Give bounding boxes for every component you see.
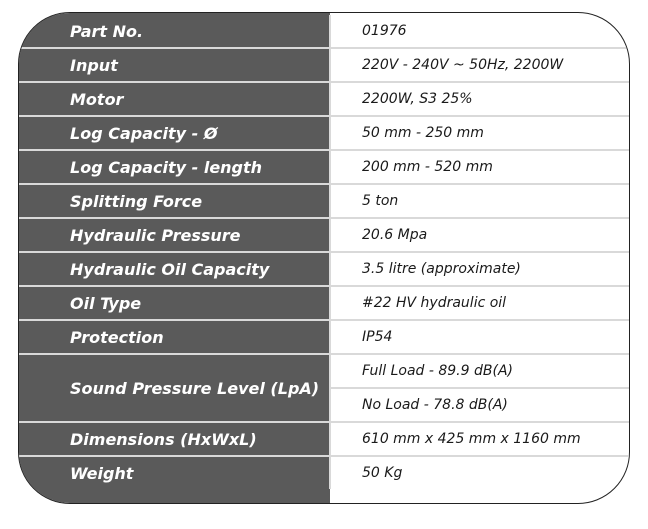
- spec-value: 3.5 litre (approximate): [330, 252, 629, 286]
- spec-row-hydraulic-pressure: [19, 218, 629, 252]
- spec-row-log-diameter: [19, 116, 629, 150]
- spec-label: Hydraulic Pressure: [19, 218, 330, 252]
- spec-value: 220V - 240V ~ 50Hz, 2200W: [330, 48, 629, 82]
- spec-value: 50 mm - 250 mm: [330, 116, 629, 150]
- spec-row-input: [19, 48, 629, 82]
- spec-value: 01976: [330, 15, 629, 48]
- spec-label: Motor: [19, 82, 330, 116]
- spec-label: Weight: [19, 456, 330, 489]
- spec-row-sound-full-load: [19, 354, 629, 388]
- spec-value: Full Load - 89.9 dB(A): [330, 354, 629, 388]
- spec-value: 610 mm x 425 mm x 1160 mm: [330, 422, 629, 456]
- spec-label: Log Capacity - length: [19, 150, 330, 184]
- spec-value: No Load - 78.8 dB(A): [330, 388, 629, 422]
- spec-value: 5 ton: [330, 184, 629, 218]
- spec-label: Sound Pressure Level (LpA): [19, 354, 330, 422]
- spec-row-weight: [19, 456, 629, 489]
- spec-row-oil-capacity: [19, 252, 629, 286]
- spec-table-frame: [18, 12, 630, 504]
- spec-label: Part No.: [19, 15, 330, 48]
- spec-row-splitting-force: [19, 184, 629, 218]
- spec-label: Log Capacity - Ø: [19, 116, 330, 150]
- spec-label: Input: [19, 48, 330, 82]
- spec-value: IP54: [330, 320, 629, 354]
- specifications-table: [19, 15, 629, 489]
- spec-label: Splitting Force: [19, 184, 330, 218]
- spec-row-oil-type: [19, 286, 629, 320]
- spec-label: Dimensions (HxWxL): [19, 422, 330, 456]
- spec-value: 200 mm - 520 mm: [330, 150, 629, 184]
- spec-value: 2200W, S3 25%: [330, 82, 629, 116]
- spec-label: Oil Type: [19, 286, 330, 320]
- spec-label: Hydraulic Oil Capacity: [19, 252, 330, 286]
- spec-value: 50 Kg: [362, 465, 403, 481]
- spec-row-protection: [19, 320, 629, 354]
- spec-row-dimensions: [19, 422, 629, 456]
- spec-label: Protection: [19, 320, 330, 354]
- spec-row-part-no: [19, 15, 629, 48]
- spec-value: #22 HV hydraulic oil: [330, 286, 629, 320]
- spec-row-log-length: [19, 150, 629, 184]
- spec-value: 20.6 Mpa: [330, 218, 629, 252]
- spec-row-motor: [19, 82, 629, 116]
